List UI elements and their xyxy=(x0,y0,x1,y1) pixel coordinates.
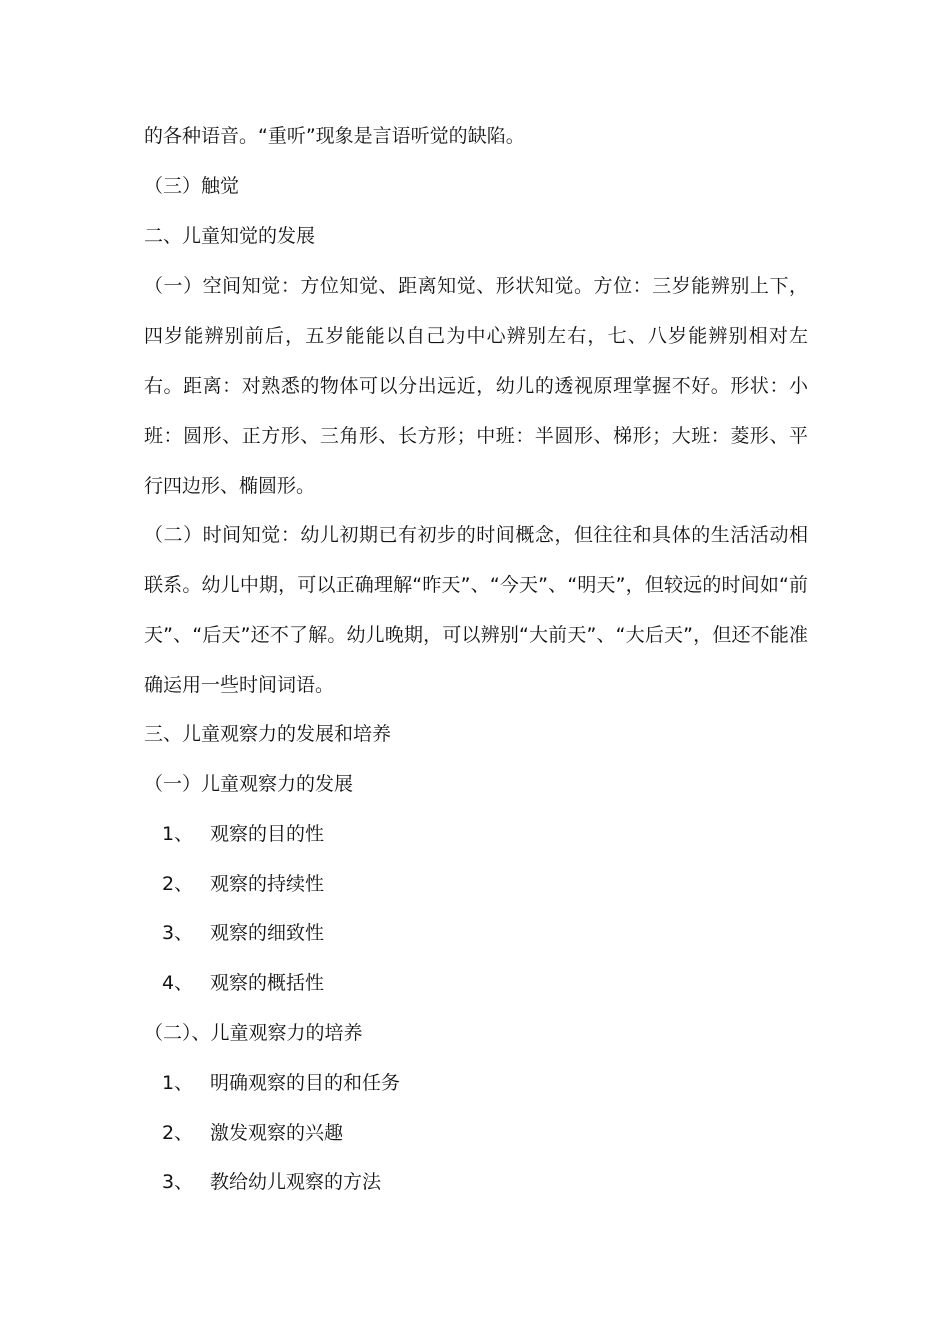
list-item xyxy=(162,1071,762,1095)
subheading-observation-cultivation: （二）、儿童观察力的培养 xyxy=(144,1022,363,1044)
list-text: 教给幼儿观察的方法 xyxy=(210,1171,382,1193)
list-text: 激发观察的兴趣 xyxy=(210,1122,344,1144)
list-number: 1、 xyxy=(162,823,194,845)
list-text: 观察的目的性 xyxy=(210,823,325,845)
list-item xyxy=(162,822,762,846)
list-item xyxy=(162,872,762,896)
text-line-hearing-defect: 的各种语音。“重听”现象是言语听觉的缺陷。 xyxy=(144,125,525,147)
list-item xyxy=(162,1121,762,1145)
paragraph-time-perception: （二）时间知觉：幼儿初期已有初步的时间概念，但往往和具体的生活活动相联系。幼儿中期，可以正确理解“昨天”、“今天”、“明天”，但较远的时间如“前天”、“后天”还不了解。幼儿晚期，可以辨别“大前天”、“大后天”，但还不能准确运用一些时间词语。 xyxy=(144,524,808,696)
list-number: 2、 xyxy=(162,873,194,895)
list-item xyxy=(162,921,762,945)
section-heading-perception: 二、儿童知觉的发展 xyxy=(144,225,316,247)
section-heading-observation: 三、儿童观察力的发展和培养 xyxy=(144,723,392,745)
subheading-touch: （三）触觉 xyxy=(144,175,240,197)
list-number: 1、 xyxy=(162,1072,194,1094)
list-number: 3、 xyxy=(162,922,194,944)
list-text: 观察的细致性 xyxy=(210,922,325,944)
list-number: 4、 xyxy=(162,972,194,994)
paragraph-spatial-perception: （一）空间知觉：方位知觉、距离知觉、形状知觉。方位：三岁能辨别上下，四岁能辨别前后，五岁能能以自己为中心辨别左右，七、八岁能辨别相对左右。距离：对熟悉的物体可以分出远近，幼儿的透视原理掌握不好。形状：小班：圆形、正方形、三角形、长方形；中班：半圆形、梯形；大班：菱形、平行四边形、椭圆形。 xyxy=(144,275,808,497)
subheading-observation-development: （一）儿童观察力的发展 xyxy=(144,773,354,795)
list-text: 观察的持续性 xyxy=(210,873,325,895)
list-item xyxy=(162,971,762,995)
list-text: 观察的概括性 xyxy=(210,972,325,994)
list-item xyxy=(162,1170,762,1194)
list-text: 明确观察的目的和任务 xyxy=(210,1072,401,1094)
list-number: 3、 xyxy=(162,1171,194,1193)
list-number: 2、 xyxy=(162,1122,194,1144)
